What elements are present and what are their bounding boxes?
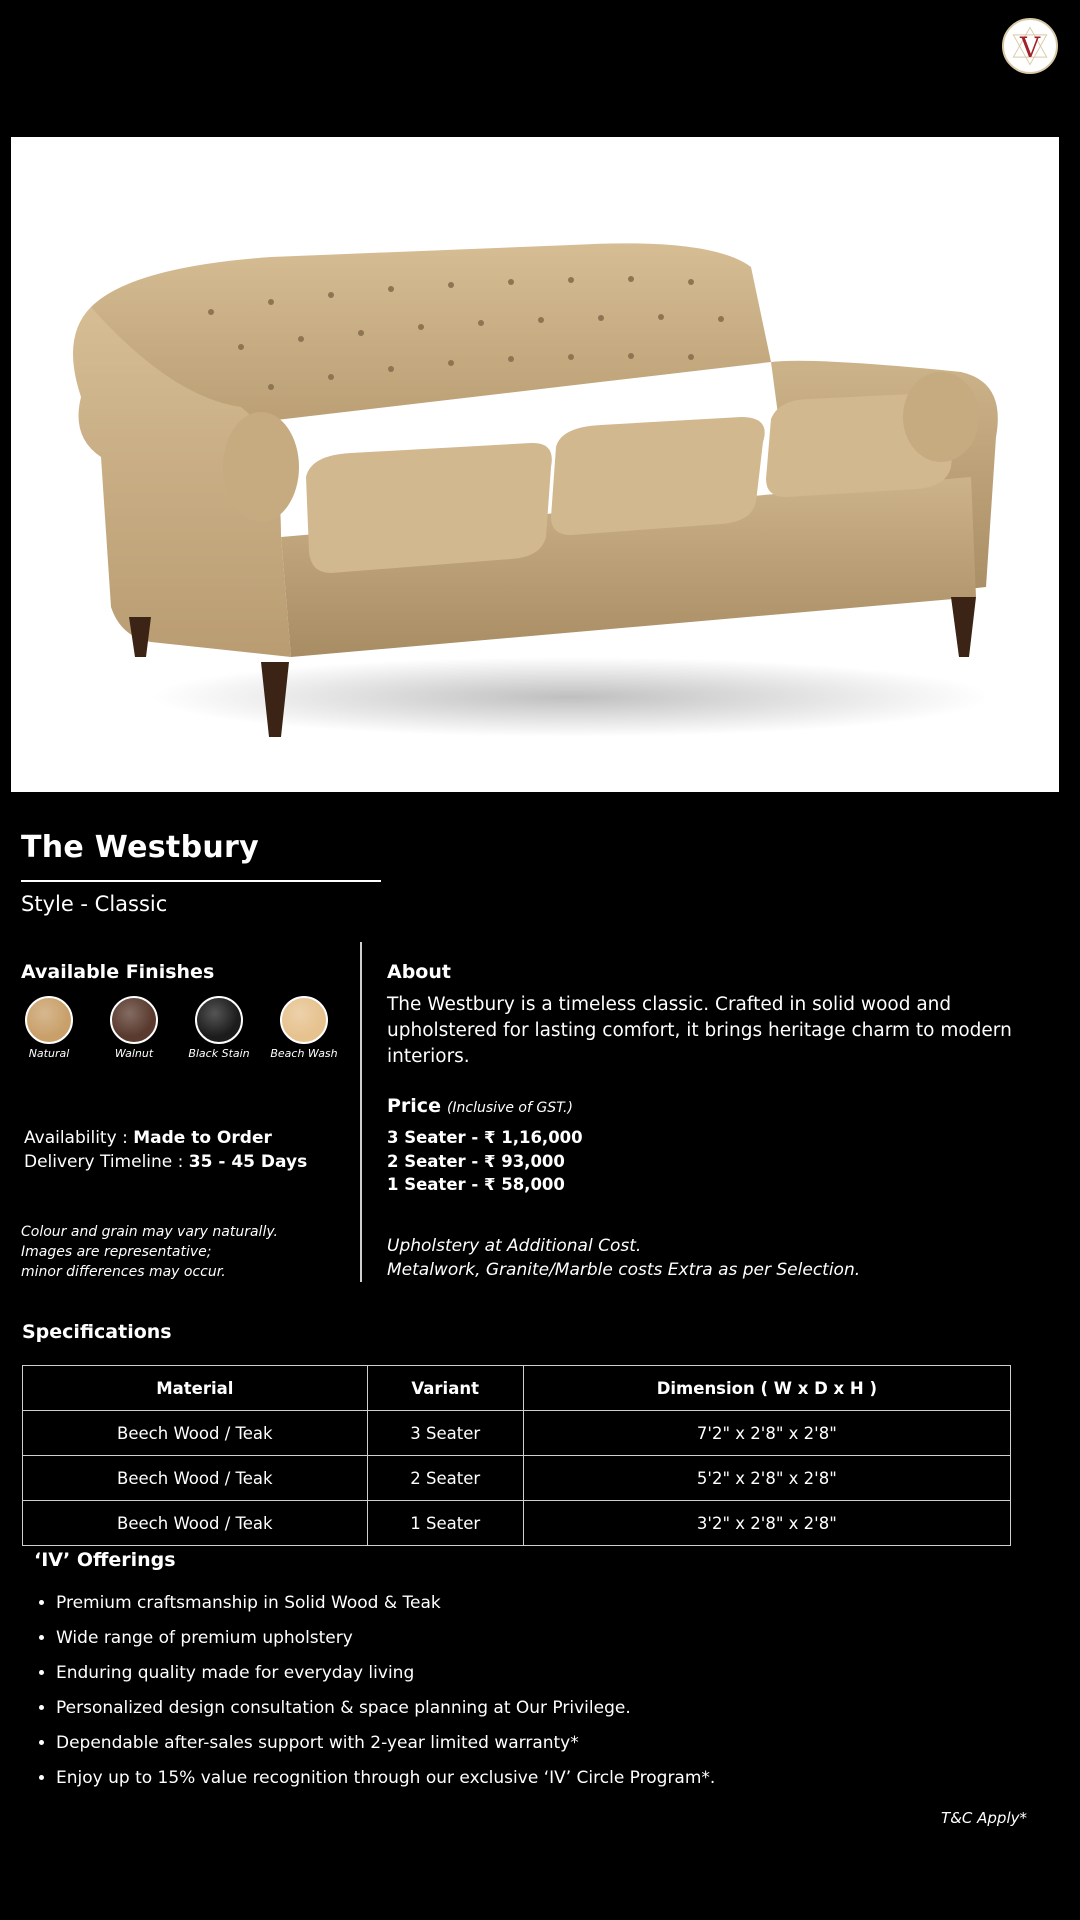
table-row	[23, 1411, 1011, 1456]
finish-swatch-walnut[interactable]	[110, 996, 158, 1044]
availability-block	[24, 1126, 307, 1174]
table-row	[23, 1501, 1011, 1546]
table-header: Variant	[367, 1366, 523, 1411]
price-title: Price	[387, 1095, 441, 1117]
table-header: Dimension ( W x D x H )	[523, 1366, 1010, 1411]
finish-label: Black Stain	[188, 1047, 250, 1060]
product-title: The Westbury	[21, 830, 259, 865]
terms-note: T&C Apply*	[941, 1809, 1027, 1827]
offerings-title: ‘IV’ Offerings	[34, 1549, 176, 1571]
list-item: • Enduring quality made for everyday living	[56, 1656, 715, 1691]
table-cell: 2 Seater	[367, 1456, 523, 1501]
price-item: 2 Seater - ₹ 93,000	[387, 1151, 565, 1171]
about-title: About	[387, 961, 451, 983]
price-item: 1 Seater - ₹ 58,000	[387, 1175, 565, 1194]
title-divider	[21, 880, 381, 882]
table-cell: Beech Wood / Teak	[23, 1456, 368, 1501]
sofa-illustration	[11, 137, 1059, 792]
product-image	[11, 137, 1059, 792]
availability-row	[24, 1126, 307, 1150]
specifications-title: Specifications	[22, 1321, 172, 1343]
column-divider	[360, 942, 362, 1282]
finish-swatch-natural[interactable]	[25, 996, 73, 1044]
table-cell: Beech Wood / Teak	[23, 1411, 368, 1456]
brand-logo[interactable]	[1002, 18, 1058, 74]
price-item: 3 Seater - ₹ 1,16,000	[387, 1128, 583, 1147]
extra-line: Metalwork, Granite/Marble costs Extra as per Selection.	[387, 1260, 861, 1280]
table-header-row	[23, 1366, 1011, 1411]
finish-swatch-beach-wash[interactable]	[280, 996, 328, 1044]
brand-logo-mark	[1004, 20, 1056, 72]
list-item: • Personalized design consultation & space planning at Our Privilege.	[56, 1691, 715, 1726]
delivery-value: 35 - 45 Days	[188, 1152, 308, 1172]
table-cell: 1 Seater	[367, 1501, 523, 1546]
product-style: Style - Classic	[21, 892, 168, 916]
brand-logo-letter: V	[1019, 31, 1041, 65]
availability-label: Availability :	[24, 1128, 134, 1148]
finish-label: Natural	[28, 1047, 70, 1060]
list-item: • Dependable after-sales support with 2-year limited warranty*	[56, 1726, 715, 1761]
note-line: Images are representative;	[21, 1244, 212, 1260]
offerings-list	[36, 1586, 715, 1796]
about-text: The Westbury is a timeless classic. Crafted in solid wood and upholstered for lasting comfort, it brings heritage charm to modern interiors.	[387, 994, 1012, 1067]
finishes-title: Available Finishes	[21, 961, 215, 983]
price-list	[387, 1126, 583, 1197]
list-item: • Wide range of premium upholstery	[56, 1621, 715, 1656]
list-item: • Enjoy up to 15% value recognition through our exclusive ‘IV’ Circle Program*.	[56, 1761, 715, 1796]
table-header: Material	[23, 1366, 368, 1411]
note-line: minor differences may occur.	[21, 1264, 226, 1280]
finish-swatch-black-stain[interactable]	[195, 996, 243, 1044]
table-cell: Beech Wood / Teak	[23, 1501, 368, 1546]
price-note: (Inclusive of GST.)	[446, 1100, 573, 1116]
extra-costs-note	[387, 1234, 860, 1282]
delivery-label: Delivery Timeline :	[24, 1152, 189, 1172]
delivery-row	[24, 1150, 307, 1174]
specifications-table	[22, 1365, 1011, 1546]
table-cell: 5'2" x 2'8" x 2'8"	[523, 1456, 1010, 1501]
finish-label: Walnut	[114, 1047, 154, 1060]
table-row	[23, 1456, 1011, 1501]
finish-label: Beach Wash	[270, 1047, 338, 1060]
price-heading	[387, 1095, 573, 1117]
availability-value: Made to Order	[133, 1128, 272, 1148]
table-cell: 7'2" x 2'8" x 2'8"	[523, 1411, 1010, 1456]
note-line: Colour and grain may vary naturally.	[21, 1224, 278, 1240]
list-item: • Premium craftsmanship in Solid Wood & Teak	[56, 1586, 715, 1621]
disclaimer-note	[21, 1222, 278, 1282]
extra-line: Upholstery at Additional Cost.	[387, 1236, 642, 1256]
table-cell: 3 Seater	[367, 1411, 523, 1456]
table-cell: 3'2" x 2'8" x 2'8"	[523, 1501, 1010, 1546]
